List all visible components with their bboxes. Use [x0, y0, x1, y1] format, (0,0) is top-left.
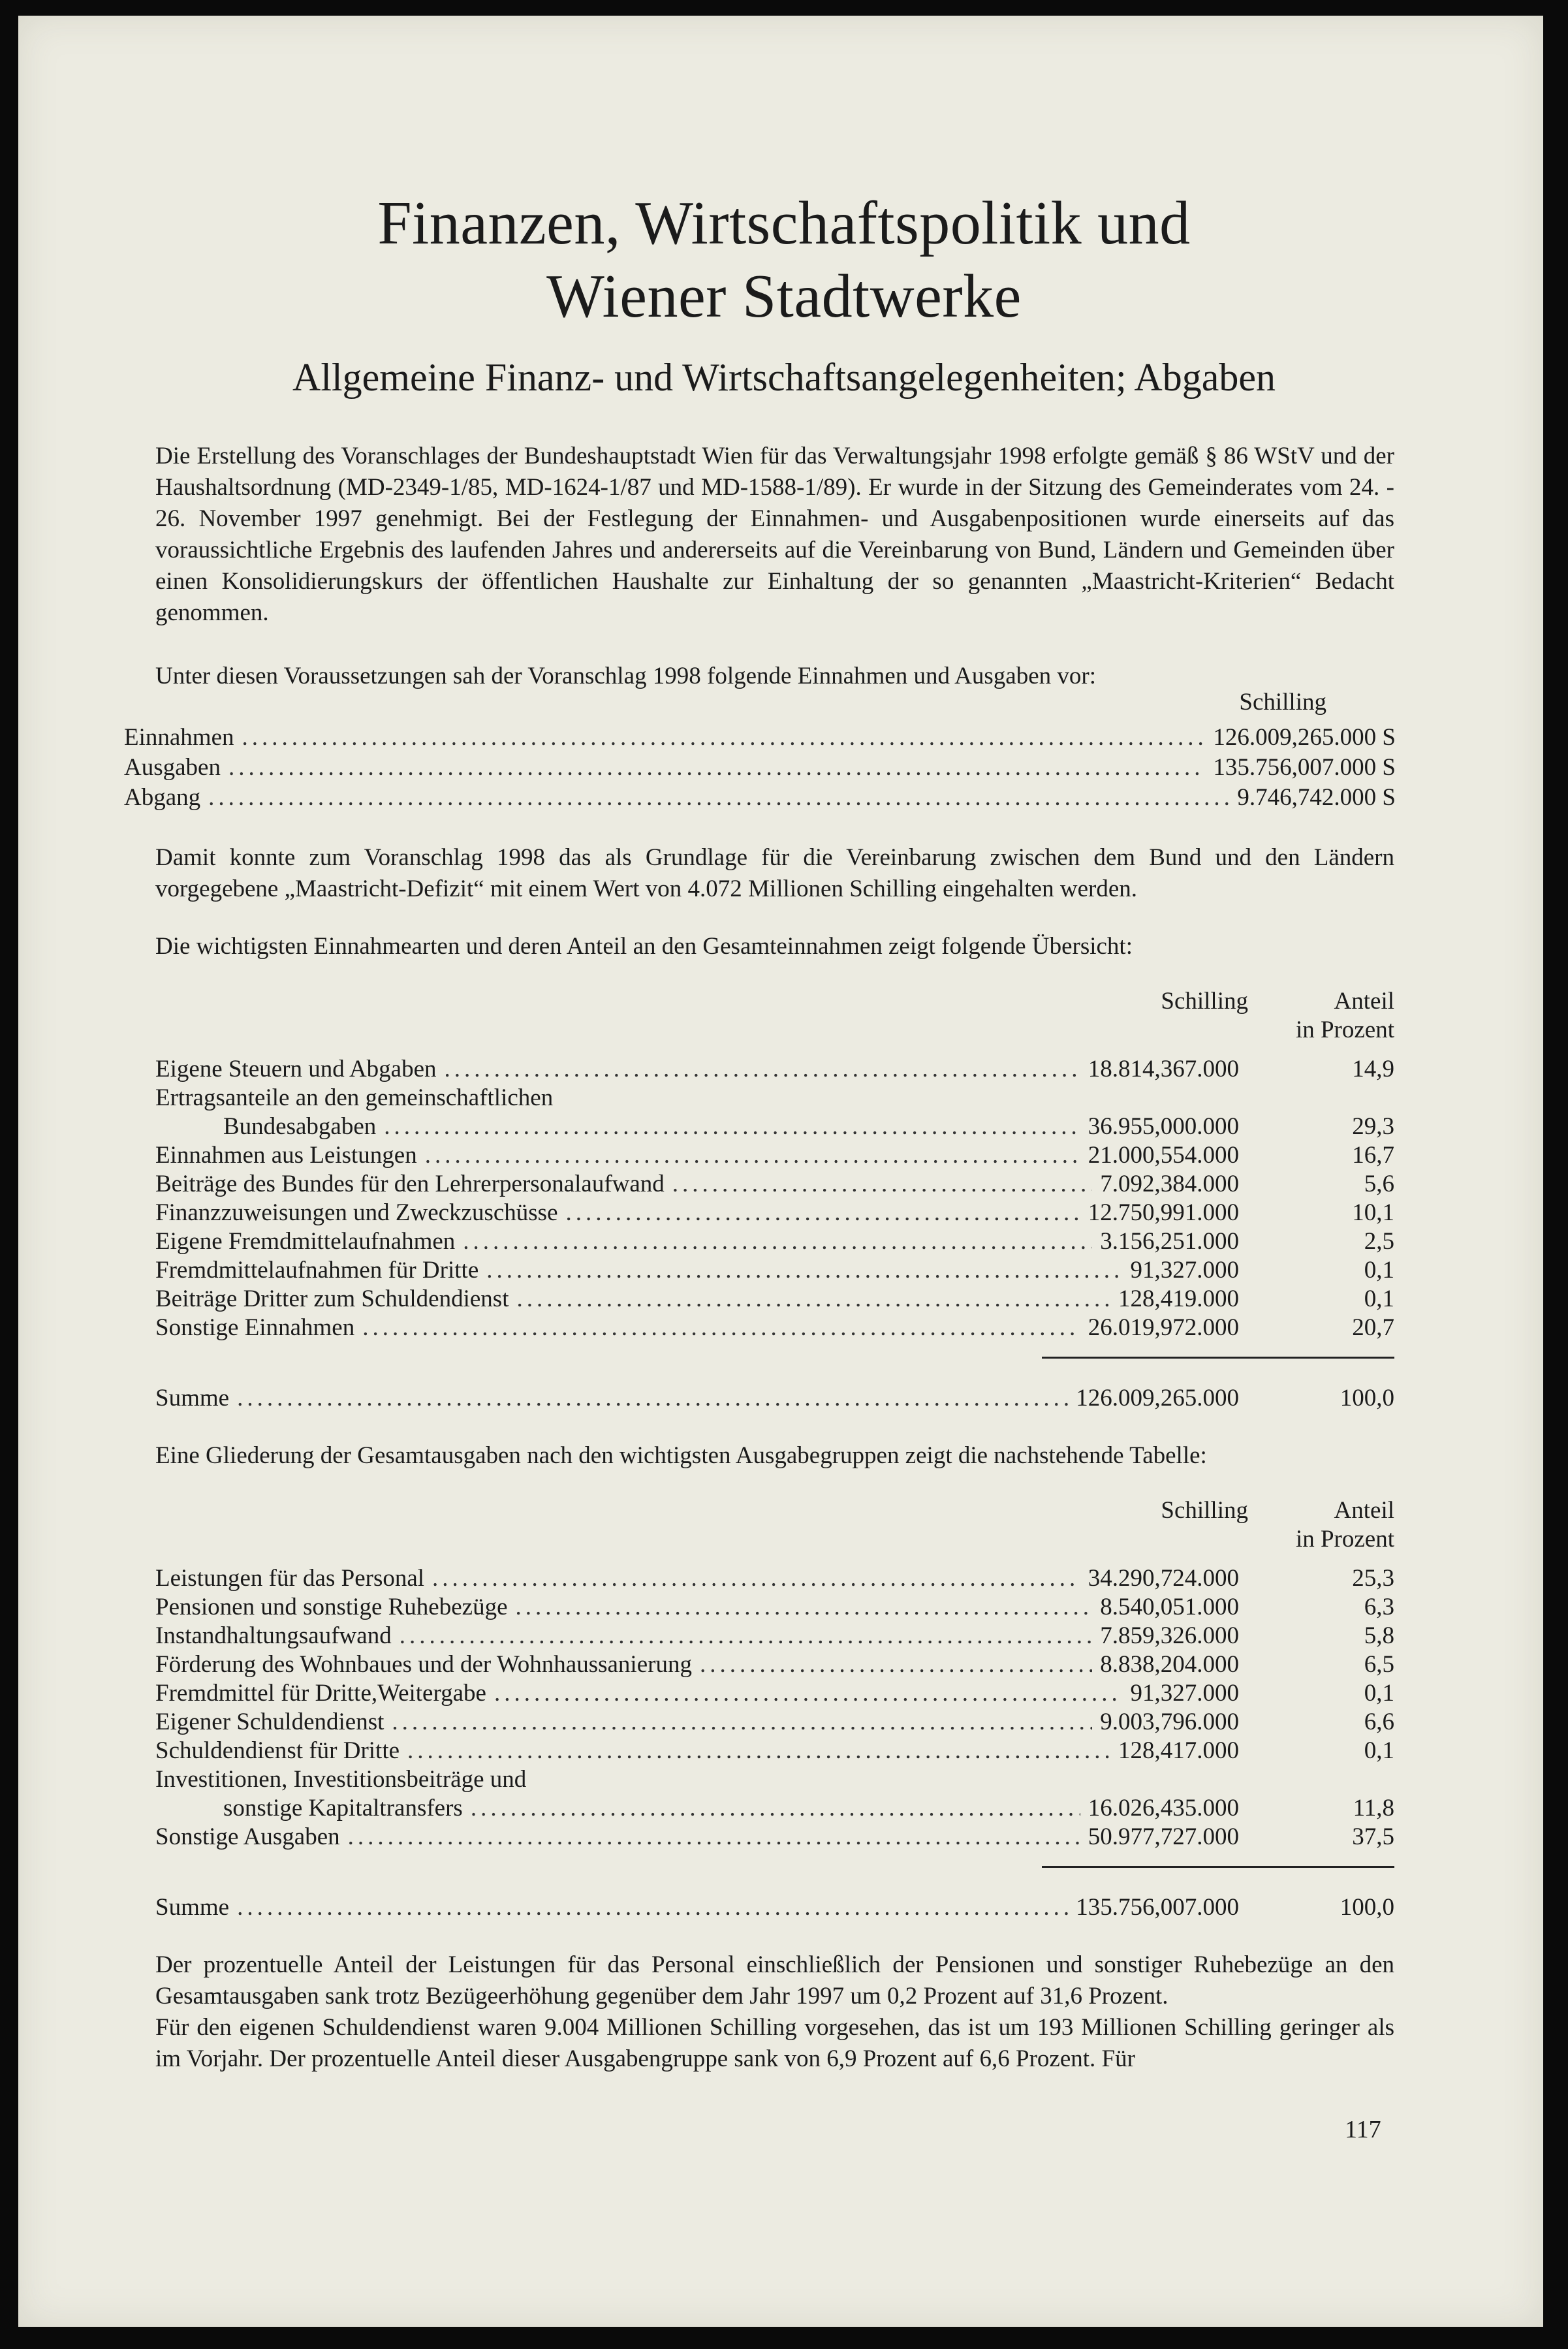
maastricht-paragraph: Damit konnte zum Voranschlag 1998 das als Grundlage für die Vereinbarung zwischen dem Bund und den Ländern vorgegebene „Maastricht-Defizit“ mit einem Wert von 4.072 Millionen Schilling eingehalten werden. [155, 844, 1394, 902]
leader-dots [463, 1227, 1092, 1256]
income-sum-pct: 100,0 [1340, 1385, 1394, 1411]
row-label: sonstige Kapitaltransfers [223, 1795, 463, 1821]
row-label: Sonstige Ausgaben [155, 1823, 340, 1850]
table-row [155, 1765, 526, 1794]
income-sum-value: 126.009,265.000 [1076, 1385, 1239, 1411]
row-label: Eigener Schuldendienst [155, 1709, 384, 1735]
income-col-schilling: Schilling [1161, 988, 1248, 1015]
row-label: Bundesabgaben [223, 1113, 377, 1140]
table-row [155, 1708, 1239, 1737]
row-percent: 6,3 [1364, 1594, 1394, 1620]
leader-dots [242, 723, 1206, 752]
row-value: 18.814,367.000 [1088, 1056, 1239, 1082]
row-label: Beiträge Dritter zum Schuldendienst [155, 1285, 509, 1312]
row-percent: 25,3 [1352, 1565, 1394, 1592]
row-percent: 11,8 [1353, 1795, 1394, 1821]
row-percent: 10,1 [1352, 1199, 1394, 1226]
row-value: 36.955,000.000 [1088, 1113, 1239, 1140]
leader-dots [237, 1893, 1068, 1922]
row-label: Finanzzuweisungen und Zweckzuschüsse [155, 1199, 558, 1226]
row-percent: 2,5 [1364, 1228, 1394, 1255]
row-label: Beiträge des Bundes für den Lehrerpersonalaufwand [155, 1171, 665, 1197]
budget-row-label: Einnahmen [124, 724, 234, 751]
row-label: Pensionen und sonstige Ruhebezüge [155, 1594, 508, 1620]
table-row [155, 1622, 1239, 1650]
income-sum-rule [1042, 1357, 1394, 1359]
expense-sum-pct: 100,0 [1340, 1894, 1394, 1921]
expense-sum-rule [1042, 1866, 1394, 1868]
row-percent: 20,7 [1352, 1314, 1394, 1341]
income-intro: Die wichtigsten Einnahmearten und deren Anteil an den Gesamteinnahmen zeigt folgende Übersicht: [155, 933, 1133, 960]
table-row [155, 1141, 1239, 1170]
table-row [155, 1314, 1239, 1342]
leader-dots [516, 1593, 1093, 1622]
table-row [155, 1285, 1239, 1314]
leader-dots [407, 1737, 1110, 1765]
expense-sum-value: 135.756,007.000 [1076, 1894, 1239, 1921]
expense-col-anteil: Anteil [1334, 1497, 1394, 1524]
leader-dots [432, 1564, 1080, 1593]
row-value: 7.092,384.000 [1100, 1171, 1239, 1197]
budget-row-label: Abgang [124, 784, 201, 811]
row-label: Leistungen für das Personal [155, 1565, 425, 1592]
leader-dots [471, 1794, 1080, 1823]
row-value: 3.156,251.000 [1100, 1228, 1239, 1255]
leader-dots [672, 1170, 1092, 1199]
row-percent: 29,3 [1352, 1113, 1394, 1140]
row-value: 9.003,796.000 [1100, 1709, 1239, 1735]
leader-dots [486, 1256, 1122, 1285]
row-label: Eigene Steuern und Abgaben [155, 1056, 437, 1082]
table-row [155, 1564, 1239, 1593]
table-row [155, 1593, 1239, 1622]
leader-dots [237, 1384, 1068, 1413]
row-label: Fremdmittel für Dritte,Weitergabe [155, 1680, 486, 1707]
row-value: 8.838,204.000 [1100, 1651, 1239, 1678]
budget-row-value: 135.756,007.000 S [1213, 754, 1396, 781]
income-sum-label: Summe [155, 1385, 230, 1411]
table-row [223, 1112, 1239, 1141]
title-line-1: Finanzen, Wirtschaftspolitik und [377, 189, 1191, 257]
row-percent: 0,1 [1364, 1680, 1394, 1707]
leader-dots [700, 1650, 1092, 1679]
income-sum-row [155, 1384, 1239, 1413]
row-percent: 5,6 [1364, 1171, 1394, 1197]
income-col-anteil-2: in Prozent [1295, 1017, 1394, 1043]
row-label: Eigene Fremdmittelaufnahmen [155, 1228, 456, 1255]
table-row [223, 1794, 1239, 1823]
leader-dots [392, 1708, 1092, 1737]
row-label: Sonstige Einnahmen [155, 1314, 355, 1341]
leader-dots [384, 1112, 1080, 1141]
budget-col-header: Schilling [1239, 689, 1326, 716]
table-row [155, 1650, 1239, 1679]
table-row [155, 1199, 1239, 1227]
leader-dots [494, 1679, 1123, 1708]
row-percent: 37,5 [1352, 1823, 1394, 1850]
row-label: Fremdmittelaufnahmen für Dritte [155, 1257, 479, 1284]
leader-dots [228, 753, 1205, 782]
row-value: 91,327.000 [1130, 1680, 1239, 1707]
expense-sum-row [155, 1893, 1239, 1922]
leader-dots [425, 1141, 1080, 1170]
budget-intro: Unter diesen Voraussetzungen sah der Voranschlag 1998 folgende Einnahmen und Ausgaben vor: [155, 663, 1096, 689]
row-value: 16.026,435.000 [1088, 1795, 1239, 1821]
budget-row-value: 9.746,742.000 S [1237, 784, 1396, 811]
row-value: 91,327.000 [1130, 1257, 1239, 1284]
row-value: 12.750,991.000 [1088, 1199, 1239, 1226]
leader-dots [400, 1622, 1093, 1650]
budget-row-label: Ausgaben [124, 754, 221, 781]
row-label: Instandhaltungsaufwand [155, 1622, 392, 1649]
table-row [155, 1227, 1239, 1256]
row-value: 21.000,554.000 [1088, 1142, 1239, 1169]
budget-row-value: 126.009,265.000 S [1213, 724, 1396, 751]
row-value: 50.977,727.000 [1088, 1823, 1239, 1850]
leader-dots [208, 783, 1229, 812]
closing-paragraph-2: Für den eigenen Schuldendienst waren 9.004 Millionen Schilling vorgesehen, das ist um 193 Millionen Schilling geringer als im Vorjahr. Der prozentuelle Anteil dieser Ausgabengruppe sank von 6,9 Prozent auf 6,6 Prozent. Für [155, 2014, 1394, 2072]
row-label: Investitionen, Investitionsbeiträge und [155, 1766, 527, 1793]
row-value: 34.290,724.000 [1088, 1565, 1239, 1592]
row-percent: 0,1 [1364, 1285, 1394, 1312]
leader-dots [362, 1314, 1080, 1342]
table-row [155, 1679, 1239, 1708]
page-title [0, 187, 1568, 333]
row-percent: 16,7 [1352, 1142, 1394, 1169]
row-percent: 6,6 [1364, 1709, 1394, 1735]
row-percent: 5,8 [1364, 1622, 1394, 1649]
expense-col-schilling: Schilling [1161, 1497, 1248, 1524]
expense-sum-label: Summe [155, 1894, 230, 1921]
page-number: 117 [1345, 2116, 1381, 2143]
closing-paragraph-1: Der prozentuelle Anteil der Leistungen für das Personal einschließlich der Pensionen und sonstiger Ruhebezüge an den Gesamtausgaben sank trotz Bezügeerhöhung gegenüber dem Jahr 1997 um 0,2 Prozent auf 31,6 Prozent. [155, 1951, 1394, 2010]
row-value: 26.019,972.000 [1088, 1314, 1239, 1341]
row-percent: 0,1 [1364, 1737, 1394, 1764]
leader-dots [517, 1285, 1111, 1314]
row-value: 8.540,051.000 [1100, 1594, 1239, 1620]
row-label: Ertragsanteile an den gemeinschaftlichen [155, 1084, 554, 1111]
row-label: Schuldendienst für Dritte [155, 1737, 400, 1764]
row-percent: 0,1 [1364, 1257, 1394, 1284]
expense-intro: Eine Gliederung der Gesamtausgaben nach den wichtigsten Ausgabegruppen zeigt die nachstehende Tabelle: [155, 1442, 1207, 1469]
table-row [155, 1737, 1239, 1765]
row-label: Förderung des Wohnbaues und der Wohnhaussanierung [155, 1651, 692, 1678]
section-subtitle: Allgemeine Finanz- und Wirtschaftsangelegenheiten; Abgaben [292, 356, 1276, 399]
row-label: Einnahmen aus Leistungen [155, 1142, 417, 1169]
table-row [155, 1823, 1239, 1852]
row-value: 128,419.000 [1118, 1285, 1239, 1312]
table-row [155, 1256, 1239, 1285]
row-percent: 6,5 [1364, 1651, 1394, 1678]
income-col-anteil: Anteil [1334, 988, 1394, 1015]
leader-dots [348, 1823, 1080, 1852]
table-row [155, 1084, 553, 1112]
budget-row [124, 783, 1396, 812]
intro-paragraph: Die Erstellung des Voranschlages der Bundeshauptstadt Wien für das Verwaltungsjahr 1998 erfolgte gemäß § 86 WStV und der Haushaltsordnung (MD-2349-1/85, MD-1624-1/87 und MD-1588-1/89). Er wurde in der Sitzung des Gemeinderates vom 24. - 26. November 1997 genehmigt. Bei der Festlegung der Einnahmen- und Ausgabenpositionen wurde einerseits auf das voraussichtliche Ergebnis des laufenden Jahres und andererseits auf die Vereinbarung von Bund, Ländern und Gemeinden über einen Konsolidierungskurs der öffentlichen Haushalte zur Einhaltung der so genannten „Maastricht-Kriterien“ Bedacht genommen. [155, 443, 1394, 626]
table-row [155, 1055, 1239, 1084]
leader-dots [445, 1055, 1080, 1084]
budget-row [124, 723, 1396, 752]
table-row [155, 1170, 1239, 1199]
row-percent: 14,9 [1352, 1056, 1394, 1082]
expense-col-anteil-2: in Prozent [1295, 1526, 1394, 1553]
budget-row [124, 753, 1396, 782]
title-line-2: Wiener Stadtwerke [546, 262, 1022, 330]
row-value: 7.859,326.000 [1100, 1622, 1239, 1649]
row-value: 128,417.000 [1118, 1737, 1239, 1764]
leader-dots [566, 1199, 1080, 1227]
